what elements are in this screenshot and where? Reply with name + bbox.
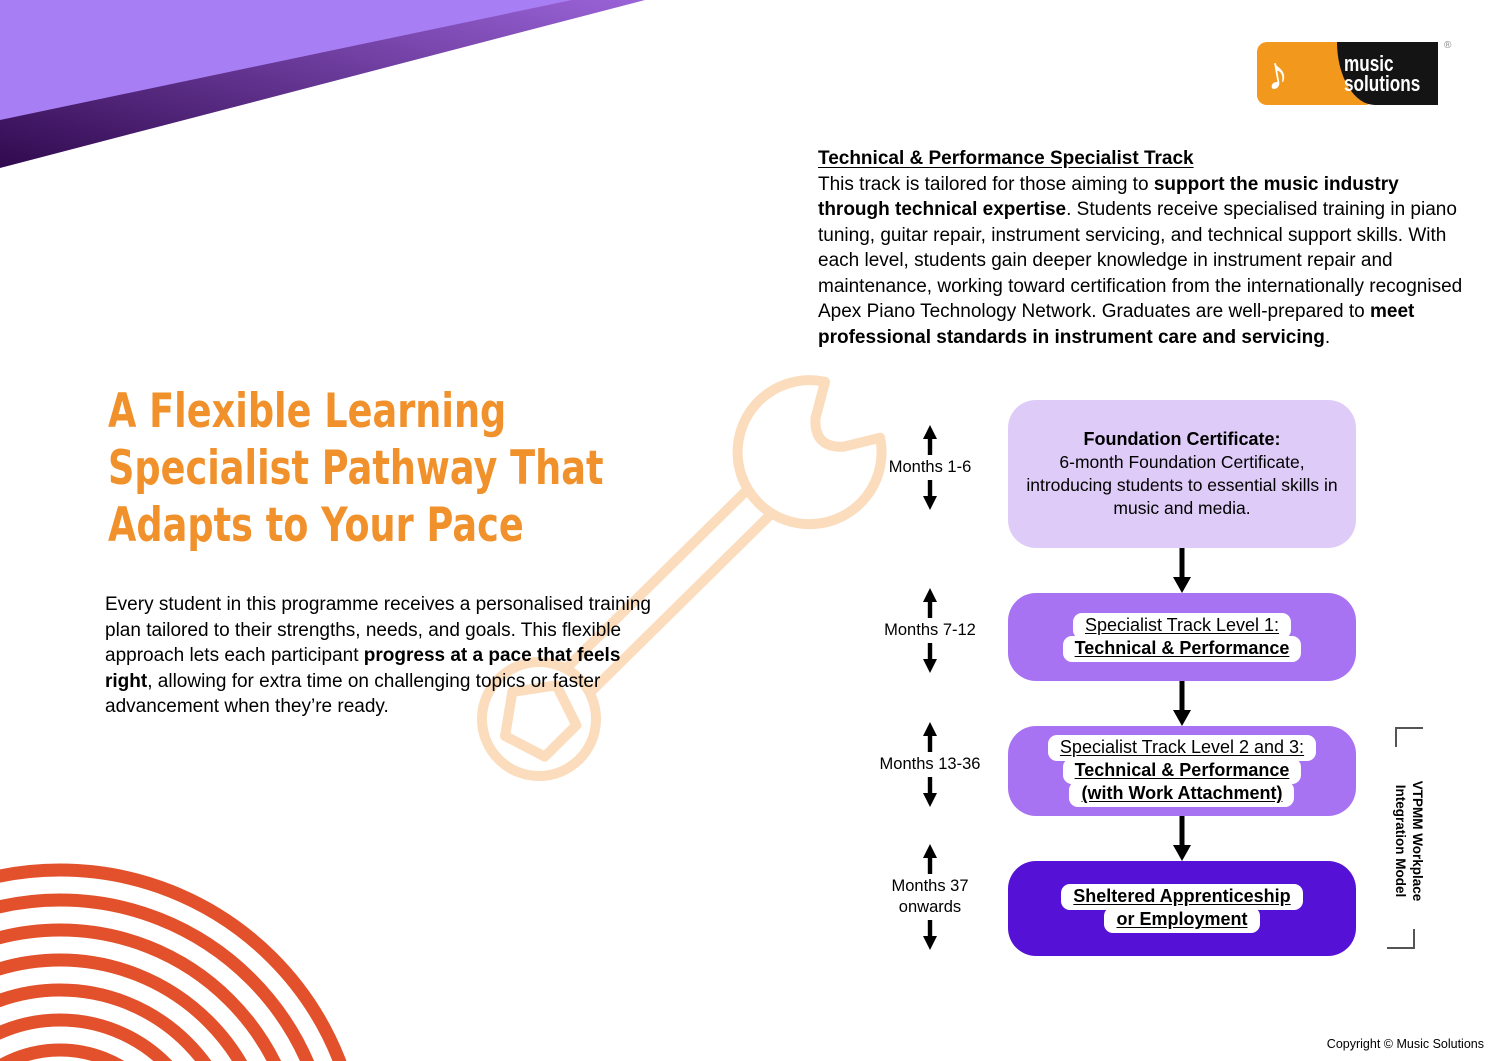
specialist-track-level2-3-box xyxy=(1008,726,1356,816)
box-title: Foundation Certificate: xyxy=(1083,429,1281,449)
up-arrow-icon xyxy=(920,588,940,618)
intro-paragraph: This track is tailored for those aiming to support the music industry through technical expertise. Students receive specialised training in piano tuning, guitar repair, instrument servicing, and technical support skills. With each level, students gain deeper knowledge in instrument repair and maintenance, working toward certification from the internationally recognised Apex Piano Technology Network. Graduates are well-prepared to meet professional standards in instrument care and servicing. xyxy=(818,173,1463,348)
flow-arrow-down-icon xyxy=(1171,681,1193,726)
flexible-pathway-paragraph: Every student in this programme receives a personalised training plan tailored to their strengths, needs, and goals. This flexible approach lets each participant progress at a pace that feels right, allowing for extra time on challenging topics or faster advancement when they’re ready. xyxy=(105,594,651,717)
box-line: Specialist Track Level 2 and 3: xyxy=(1048,735,1316,761)
timeline-label: Months 7-12 xyxy=(884,621,976,639)
up-arrow-icon xyxy=(920,844,940,874)
timeline-label: Months 13-36 xyxy=(879,755,981,773)
intro-title: Technical & Performance Specialist Track xyxy=(818,148,1194,169)
box-line: (with Work Attachment) xyxy=(1069,781,1294,807)
vtpmm-model-label-line2: Integration Model xyxy=(1393,784,1408,898)
specialist-track-intro xyxy=(818,146,1470,350)
foundation-certificate-box xyxy=(1008,400,1356,548)
down-arrow-icon xyxy=(920,643,940,673)
purple-wedge-decoration xyxy=(0,0,645,168)
timeline-item-months-7-12 xyxy=(845,588,1015,673)
box-line: Technical & Performance xyxy=(1063,636,1302,662)
page-title xyxy=(108,383,743,554)
page-title-line2: Specialist Pathway That xyxy=(108,441,604,496)
up-arrow-icon xyxy=(920,425,940,455)
timeline-item-months-1-6 xyxy=(845,425,1015,510)
vtpmm-model-label-line1: VTPMM Workplace xyxy=(1410,780,1425,902)
pathway-flowchart xyxy=(855,395,1455,980)
down-arrow-icon xyxy=(920,920,940,950)
box-body: 6-month Foundation Certificate, introducing students to essential skills in music and media. xyxy=(1026,452,1338,518)
concentric-rings-decoration xyxy=(0,870,360,1061)
flow-arrow-down-icon xyxy=(1171,816,1193,861)
page-title-line1: A Flexible Learning xyxy=(108,384,507,439)
sheltered-apprenticeship-box xyxy=(1008,861,1356,956)
specialist-track-level1-box xyxy=(1008,593,1356,681)
down-arrow-icon xyxy=(920,480,940,510)
logo-brand-line2: solutions xyxy=(1344,70,1421,96)
registered-trademark-symbol: ® xyxy=(1444,40,1452,51)
copyright-notice: Copyright © Music Solutions xyxy=(1326,1037,1484,1051)
timeline-label-line2: onwards xyxy=(898,898,962,916)
box-line: Sheltered Apprenticeship xyxy=(1061,884,1302,910)
timeline-item-months-37-onwards xyxy=(845,844,1015,950)
timeline-item-months-13-36 xyxy=(845,722,1015,807)
timeline-label: Months 1-6 xyxy=(888,458,972,476)
box-line: Technical & Performance xyxy=(1063,758,1302,784)
music-note-icon: ♪ xyxy=(1260,45,1293,101)
flow-arrow-down-icon xyxy=(1171,548,1193,593)
page-title-line3: Adapts to Your Pace xyxy=(108,498,524,553)
up-arrow-icon xyxy=(920,722,940,752)
vtpmm-model-label xyxy=(1390,741,1426,941)
logo-brand-line1: music xyxy=(1344,50,1394,76)
timeline-label-line1: Months 37 xyxy=(891,877,969,895)
box-line: or Employment xyxy=(1104,907,1259,933)
down-arrow-icon xyxy=(920,777,940,807)
music-solutions-logo xyxy=(1257,42,1457,106)
box-line: Specialist Track Level 1: xyxy=(1073,613,1291,639)
